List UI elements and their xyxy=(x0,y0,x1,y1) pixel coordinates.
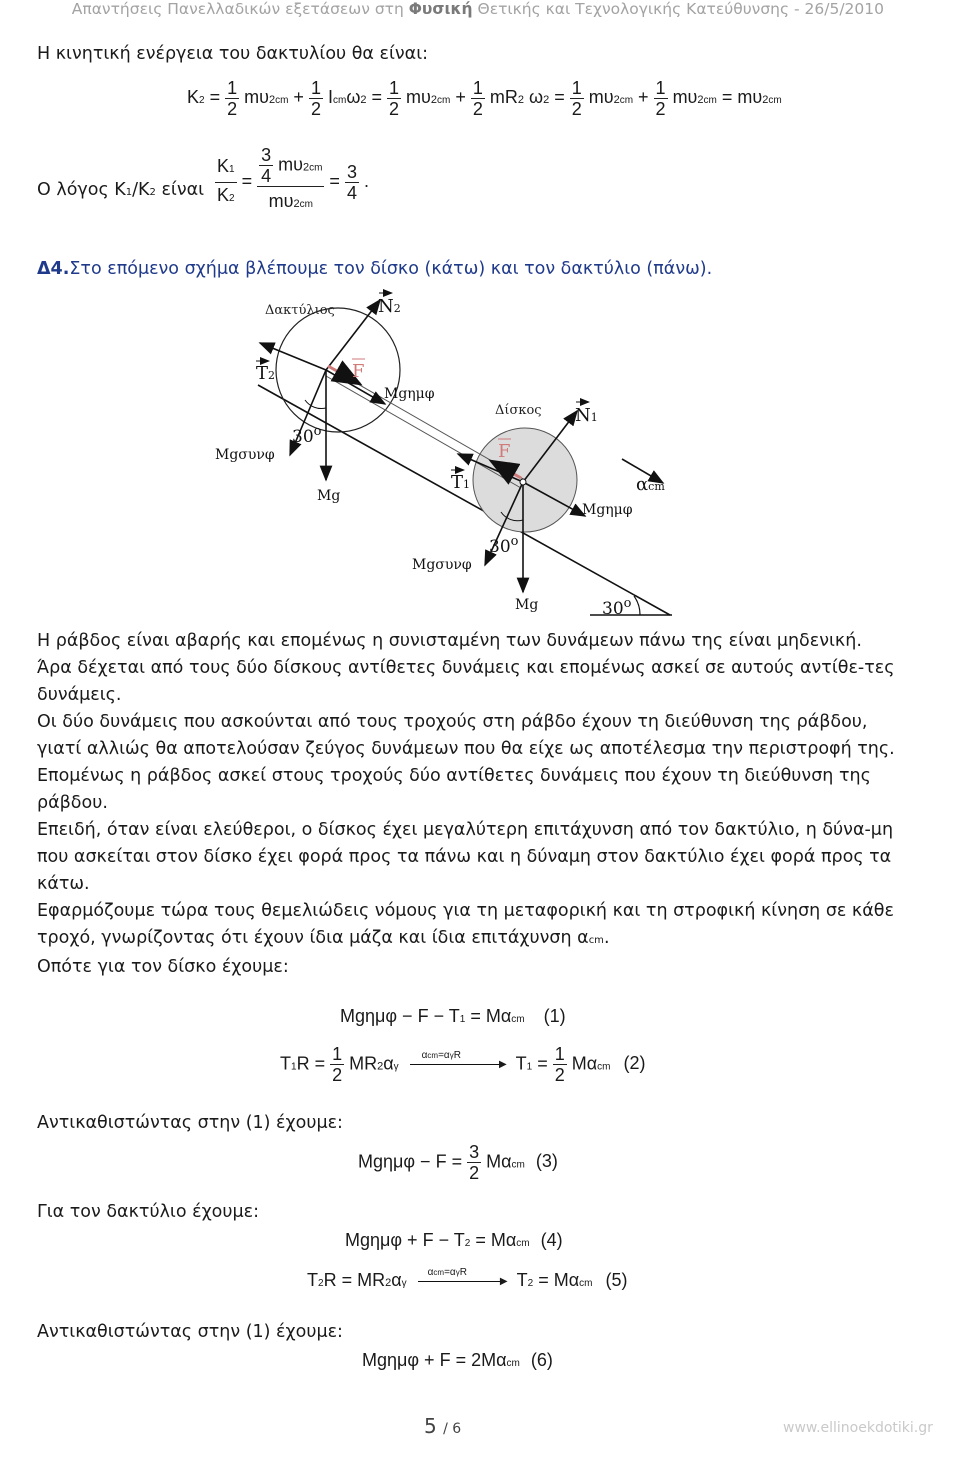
page-number: 5 / 6 xyxy=(424,1414,462,1438)
label-angle-ring: 30$^o$ xyxy=(292,424,322,447)
intro-line: Η κινητική ενέργεια του δακτυλίου θα είναι: xyxy=(37,44,429,64)
incline-angle-arc xyxy=(634,596,640,615)
section-heading: Δ4.Στο επόμενο σχήμα βλέπουμε τον δίσκο (κάτω) και τον δακτύλιο (πάνω). xyxy=(37,259,713,279)
label-mg-disk: Mg xyxy=(515,597,539,613)
equation-1: Mgημφ − F − T1 = Mαcm (1) xyxy=(340,1006,566,1026)
body-text xyxy=(37,628,897,981)
label-mg-sin-ring: Mgημφ xyxy=(384,386,435,402)
disk-center xyxy=(520,479,526,485)
arrow-t2 xyxy=(260,343,326,370)
equation-2: T1R = $\frac{1}{2}$ MR2αγ αcm=αγR ▶ T1 = $\frac{1}{2}$ Mαcm (2) xyxy=(280,1044,646,1085)
angle-arc-ring xyxy=(305,400,326,409)
paragraph-2: Οι δύο δυνάμεις που ασκούνται από τους τροχούς στη ράβδο έχουν τη διεύθυνση της ράβδου, γιατί αλλιώς θα αποτελούσαν ζεύγος δυνάμεων που θα είχε ως αποτέλεσμα την περιστροφή της. xyxy=(37,712,895,759)
equation-3: Mgημφ − F = $\frac{3}{2}$ Mαcm (3) xyxy=(358,1142,558,1183)
disk-label: Δίσκος xyxy=(495,403,542,418)
label-n2: N2 xyxy=(378,296,401,317)
substitution-1: Αντικαθιστώντας στην (1) έχουμε: xyxy=(37,1113,343,1133)
label-f-disk: F xyxy=(498,441,511,462)
label-mg-sin-disk: Mgημφ xyxy=(582,502,633,518)
paragraph-3: Επομένως η ράβδος ασκεί στους τροχούς δύο αντίθετες δυνάμεις που έχουν τη διεύθυνση της ράβδου. xyxy=(37,766,871,813)
label-mg-cos-disk: Mgσυνφ xyxy=(412,557,472,573)
label-f-ring: F xyxy=(352,361,365,382)
ring-label: Δακτύλιος xyxy=(265,303,335,318)
kinetic-energy-equation: K2 = $\frac{1}{2}$ mυ2cm + $\frac{1}{2}$ Icmω2 = $\frac{1}{2}$ mυ2cm + $\frac{1}{2}$ mR2 ω2 = $\frac{1}{2}$ mυ2cm + $\frac{1}{2}$ mυ2cm = mυ2cm xyxy=(187,78,782,119)
disk-intro: Οπότε για τον δίσκο έχουμε: xyxy=(37,957,289,977)
label-t2: T2 xyxy=(256,363,276,384)
label-angle-incline: 30$^o$ xyxy=(602,596,632,619)
equation-4: Mgημφ + F − T2 = Mαcm (4) xyxy=(345,1230,563,1250)
force-diagram xyxy=(200,285,680,620)
page-header: Απαντήσεις Πανελλαδικών εξετάσεων στη Φυσική Θετικής και Τεχνολογικής Κατεύθυνσης - 26/5/2010 xyxy=(71,0,884,18)
equation-5: T2R = MR2αγ αcm=αγR ▶ T2 = Mαcm (5) xyxy=(307,1266,628,1290)
paragraph-5: Εφαρμόζουμε τώρα τους θεμελιώδεις νόμους για τη μεταφορική και τη στροφική κίνηση σε κάθε τροχό, γνωρίζοντας ότι έχουν ίδια μάζα και ίδια επιτάχυνση αcm. xyxy=(37,901,894,948)
ratio-label: Ο λόγος Κ1/Κ2 είναι xyxy=(37,180,205,200)
header-subject: Φυσική xyxy=(408,0,473,18)
paragraph-1: Η ράβδος είναι αβαρής και επομένως η συνισταμένη των δυνάμεων πάνω της είναι μηδενική. Άρα δέχεται από τους δύο δίσκους αντίθετες δυνάμεις και επομένως ασκεί σε αυτούς αντίθε-τες δυνάμεις. xyxy=(37,631,895,705)
site-watermark: www.ellinoekdotiki.gr xyxy=(783,1420,933,1436)
label-angle-disk: 30$^o$ xyxy=(489,534,519,557)
ring-intro: Για τον δακτύλιο έχουμε: xyxy=(37,1202,260,1222)
label-mg-ring: Mg xyxy=(317,488,341,504)
label-mg-cos-ring: Mgσυνφ xyxy=(215,447,275,463)
label-n1: N1 xyxy=(575,405,598,426)
label-t1: T1 xyxy=(451,472,471,493)
paragraph-4: Επειδή, όταν είναι ελεύθεροι, ο δίσκος έχει μεγαλύτερη επιτάχυνση από τον δακτύλιο, η δύνα-μη που ασκείται στον δίσκο έχει φορά προς τα πάνω και η δύναμη στον δακτύλιο έχει φορά προς τα κάτω. xyxy=(37,820,894,894)
equation-6: Mgημφ + F = 2Mαcm (6) xyxy=(362,1350,553,1370)
substitution-2: Αντικαθιστώντας στην (1) έχουμε: xyxy=(37,1322,343,1342)
ratio-equation: $\frac{K1}{K2}$ = $\frac{3}{4}$ mυ2cm mυ2cm = $\frac{3}{4}$ . xyxy=(217,145,369,211)
label-acceleration: αcm xyxy=(636,474,665,495)
